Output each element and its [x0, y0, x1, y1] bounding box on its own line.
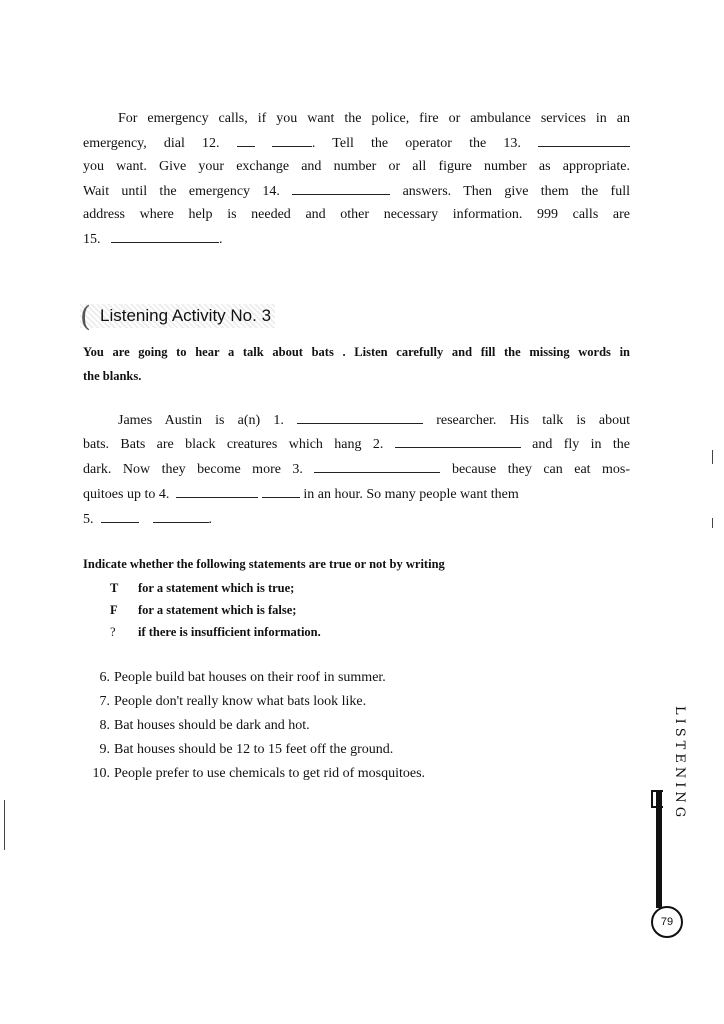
text: dark. Now they become more 3.: [83, 462, 303, 477]
list-item: [88, 765, 425, 783]
blank-4a[interactable]: [176, 485, 258, 498]
blank-2[interactable]: [395, 435, 521, 448]
text-line: address where help is needed and other necessary information. 999 calls are: [83, 207, 630, 222]
list-item: [88, 717, 310, 735]
list-item: [88, 693, 366, 711]
blank-4[interactable]: [262, 485, 300, 498]
blank-1[interactable]: [297, 411, 423, 424]
text: bats. Bats are black creatures which hang 2.: [83, 437, 384, 452]
text: in an hour. So many people want them: [303, 487, 519, 502]
instruction-line: You are going to hear a talk about bats . Listen carefully and fill the missing words in: [83, 345, 630, 359]
text: .: [219, 232, 223, 247]
list-item: [88, 669, 386, 687]
text-line: For emergency calls, if you want the police, fire or ambulance services in an: [118, 111, 630, 126]
item-number: 9.: [99, 742, 110, 757]
key-shaft-icon: [656, 790, 662, 908]
blank-13[interactable]: [538, 134, 630, 147]
text: James Austin is a(n) 1.: [118, 413, 284, 428]
key-text: if there is insufficient information.: [138, 625, 321, 639]
text-line: [83, 435, 630, 454]
text-line: [83, 510, 630, 529]
title-text: Listening Activity No. 3: [100, 306, 272, 325]
key-symbol: ?: [110, 625, 116, 639]
text: quitoes up to 4.: [83, 487, 170, 502]
activity-title: [80, 300, 275, 333]
blank-5[interactable]: [153, 510, 209, 523]
text-line: [83, 134, 630, 153]
text: 15.: [83, 232, 101, 247]
scan-edge-mark: [712, 450, 713, 464]
text-line: [83, 485, 608, 504]
tf-key-true: [110, 579, 657, 597]
item-number: 10.: [92, 766, 110, 781]
text: 5.: [83, 512, 94, 527]
key-text: for a statement which is false;: [138, 603, 297, 617]
key-text: for a statement which is true;: [138, 581, 295, 595]
blank-15[interactable]: [111, 230, 219, 243]
text: Wait until the emergency 14.: [83, 184, 280, 199]
text-line: [83, 460, 630, 479]
blank-12[interactable]: [272, 134, 312, 147]
item-text: People don't really know what bats look like.: [114, 694, 367, 709]
tf-key-unknown: [110, 623, 657, 641]
scan-edge-mark: [4, 800, 5, 850]
blank-14[interactable]: [292, 182, 390, 195]
text: and fly in the: [532, 437, 631, 452]
bracket-ornament-icon: (: [80, 300, 91, 333]
tf-instruction: Indicate whether the following statements are true or not by writing: [83, 557, 445, 571]
list-item: [88, 741, 393, 759]
instruction-line: the blanks.: [83, 369, 142, 383]
item-number: 7.: [99, 694, 110, 709]
blank-12a[interactable]: [237, 134, 255, 147]
text-line: you want. Give your exchange and number or all figure number as appropriate.: [83, 159, 630, 174]
item-number: 8.: [99, 718, 110, 733]
tf-key-false: [110, 601, 657, 619]
blank-5a[interactable]: [101, 510, 139, 523]
item-text: People build bat houses on their roof in summer.: [114, 670, 386, 685]
text-line: [83, 182, 630, 201]
text: answers. Then give them the full: [402, 184, 631, 199]
text-line: [83, 230, 630, 249]
text: because they can eat mos-: [451, 462, 631, 477]
text: emergency, dial 12.: [83, 136, 220, 151]
page-number: 79: [651, 906, 683, 938]
item-text: Bat houses should be dark and hot.: [114, 718, 310, 733]
key-symbol: F: [110, 603, 118, 617]
scan-edge-mark: [712, 518, 713, 528]
item-text: Bat houses should be 12 to 15 feet off the ground.: [114, 742, 394, 757]
section-side-label: LISTENING: [672, 706, 687, 822]
text-line: [118, 411, 630, 430]
key-symbol: T: [110, 581, 119, 595]
item-text: People prefer to use chemicals to get rid of mosquitoes.: [114, 766, 426, 781]
item-number: 6.: [99, 670, 110, 685]
text: researcher. His talk is about: [436, 413, 630, 428]
text: . Tell the operator the 13.: [311, 136, 521, 151]
blank-3[interactable]: [314, 460, 440, 473]
text: .: [208, 512, 212, 527]
